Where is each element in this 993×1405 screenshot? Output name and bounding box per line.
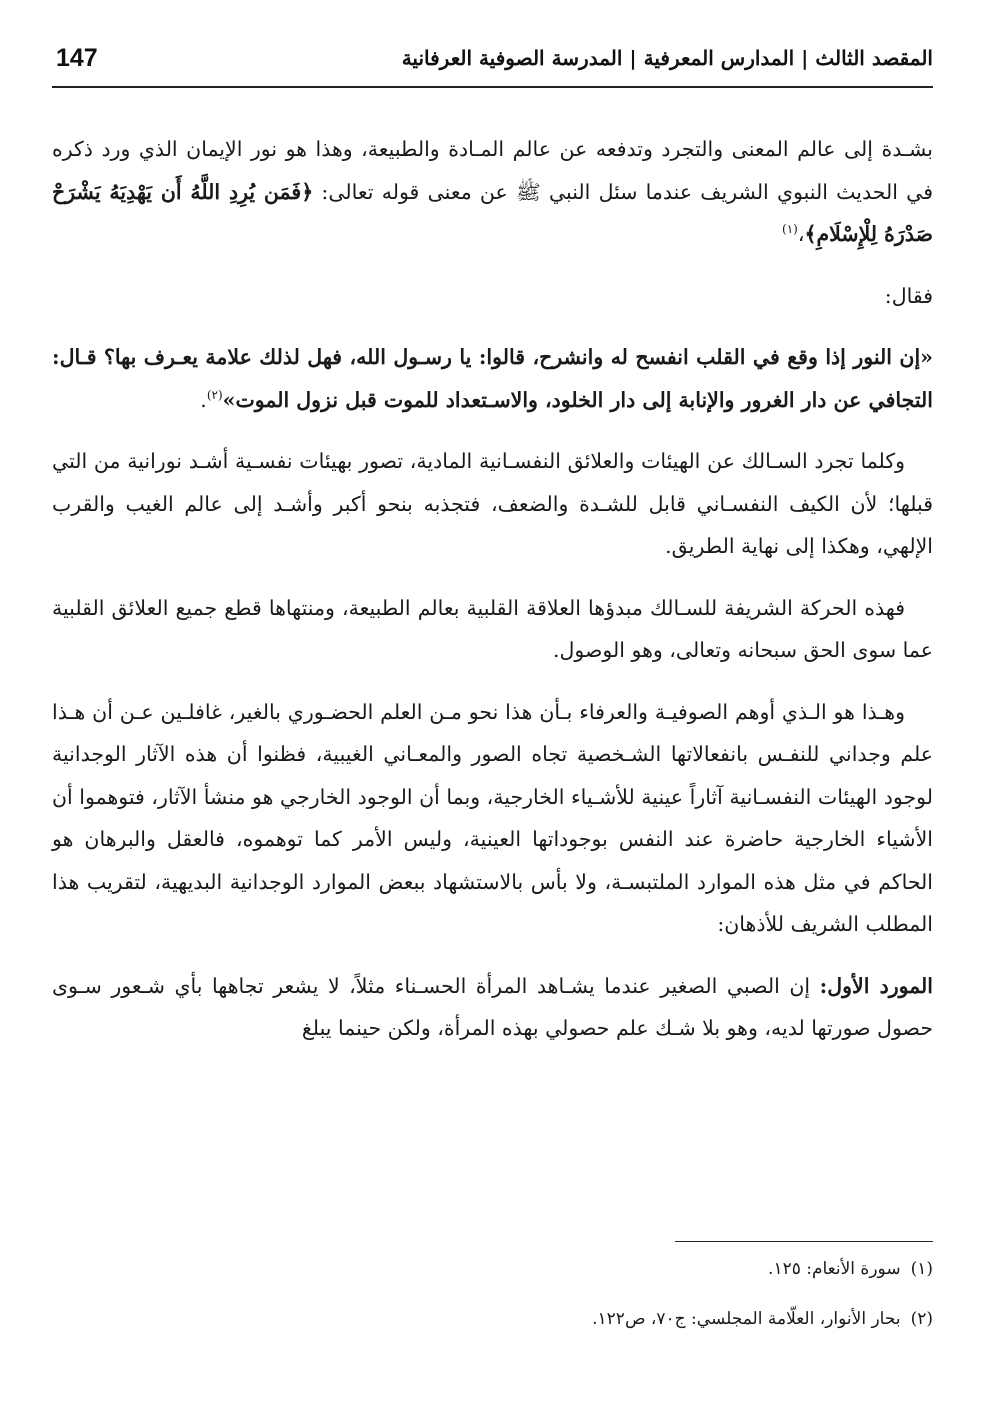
paragraph: فقال: (884, 283, 933, 308)
paragraph (52, 965, 933, 1050)
paragraph (52, 128, 933, 256)
footnote-ref: (٢) (206, 387, 223, 402)
footnote-number: (٢) (910, 1309, 933, 1329)
paragraph-text: ، (797, 222, 805, 246)
paragraph-text: بشـدة إلى عالم المعنى والتجرد وتدفعه عن عالم المـادة والطبيعة، وهذا هو نور الإيمان الذي ورد ذكره في الحديث النبوي الشريف عندما سئل النبي ﷺ عن معنى قوله تعالى: (52, 137, 934, 204)
section-label: المورد الأول: (819, 973, 933, 998)
paragraph: فهذه الحركة الشريفة للسـالك مبدؤها العلاقة القلبية بعالم الطبيعة، ومنتهاها قطع جميع العلائق القلبية عما سوى الحق سبحانه وتعالى، وهو الوصول. (52, 595, 933, 662)
page-header (52, 36, 933, 88)
footnote-ref: (١) (782, 222, 798, 237)
footnotes (52, 1256, 933, 1356)
quote-text: «إن النور إذا وقع في القلب انفسح له وانشرح، قالوا: يا رسـول الله، فهل لذلك علامة يعـرف بها؟ قـال: التجافي عن دار الغرور والإنابة إلى دار الخلود، والاسـتعداد للموت قبل نزول الموت» (52, 345, 933, 412)
footnote-number: (١) (910, 1259, 933, 1279)
hadith-quote (52, 336, 933, 421)
page-number: 147 (56, 44, 98, 72)
footnote (52, 1256, 933, 1282)
paragraph: وهـذا هو الـذي أوهم الصوفيـة والعرفاء بـأن هذا نحو مـن العلم الحضـوري بالغير، غافلـين عـن أن هـذا علم وجداني للنفـس بانفعالاتها الشـخصية تجاه الصور والمعـاني الغيبية، فظنوا أن هذه الآثار الوجدانية لوجود الهيئات النفسـانية آثاراً عينية للأشـياء الخارجية، وبما أن الوجود الخارجي هو منشأ الآثار، فتوهموا أن الأشياء الخارجية حاضرة عند النفس بوجوداتها العينية، وليس الأمر كما توهموه، فالعقل والبرهان هو الحاكم في مثل هذه الموارد الملتبسـة، ولا بأس بالاستشهاد ببعض الموارد الوجدانية البديهية، لتقريب هذا المطلب الشريف للأذهان: (52, 699, 933, 936)
paragraph: وكلما تجرد السـالك عن الهيئات والعلائق النفسـانية المادية، تصور بهيئات نفسـية أشـد نورانية من التي قبلها؛ لأن الكيف النفسـاني قابل للشـدة والضعف، فتجذبه بنحو أكبر وأشـد إلى عالم الغيب والقرب الإلهي، وهكذا إلى نهاية الطريق. (52, 449, 933, 558)
footnote-text: بحار الأنوار، العلّامة المجلسي: ج٧٠، ص١٢٢. (592, 1309, 901, 1329)
footnote-text: سورة الأنعام: ١٢٥. (768, 1259, 901, 1279)
running-head: المقصد الثالث | المدارس المعرفية | المدرسة الصوفية العرفانية (401, 46, 933, 70)
paragraph-text: إن الصبي الصغير عندما يشـاهد المرأة الحسـناء مثلاً، لا يشعر تجاهها بأي شـعور سـوى حصول صورتها لديه، وهو بلا شـك علم حصولي بهذه المرأة، ولكن حينما يبلغ (52, 973, 933, 1040)
footnote-divider (675, 1241, 933, 1242)
quran-verse: ﴿فَمَن يُرِدِ اللَّهُ أَن يَهْدِيَهُ يَشْرَحْ صَدْرَهُ لِلْإِسْلَامِ﴾ (52, 179, 933, 246)
footnote (52, 1306, 933, 1332)
main-text (52, 128, 933, 1069)
paragraph-text: . (200, 387, 207, 412)
